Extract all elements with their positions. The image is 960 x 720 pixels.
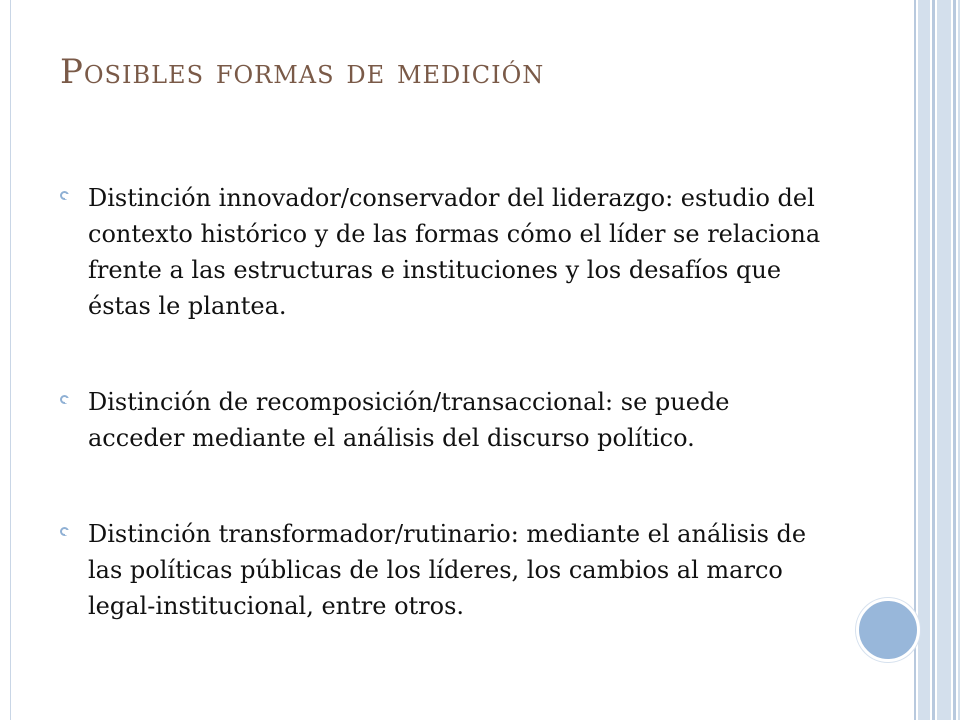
left-frame-rule [10,0,11,720]
bullet-item-transformador [60,516,830,624]
right-decorative-stripes [914,0,960,720]
stripe [918,0,930,720]
bullet-list [60,180,830,624]
bullet-text: Distinción de recomposición/transaccional: se puede acceder mediante el análisis del discurso político. [88,388,730,452]
bullet-text: Distinción innovador/conservador del liderazgo: estudio del contexto histórico y de las formas cómo el líder se relaciona frente a las estructuras e instituciones y los desafíos que éstas le plantea. [88,184,821,320]
bullet-item-innovador [60,180,830,324]
slide-title: Posibles formas de medición [60,52,545,92]
stripe [932,0,935,720]
open-circle-bullet-icon [60,191,69,200]
stripe [953,0,956,720]
open-circle-bullet-icon [60,527,69,536]
bullet-item-recomposicion [60,384,830,456]
bullet-text: Distinción transformador/rutinario: mediante el análisis de las políticas públicas de los líderes, los cambios al marco legal-institucional, entre otros. [88,520,807,620]
accent-circle [856,598,920,662]
open-circle-bullet-icon [60,395,69,404]
stripe [937,0,951,720]
